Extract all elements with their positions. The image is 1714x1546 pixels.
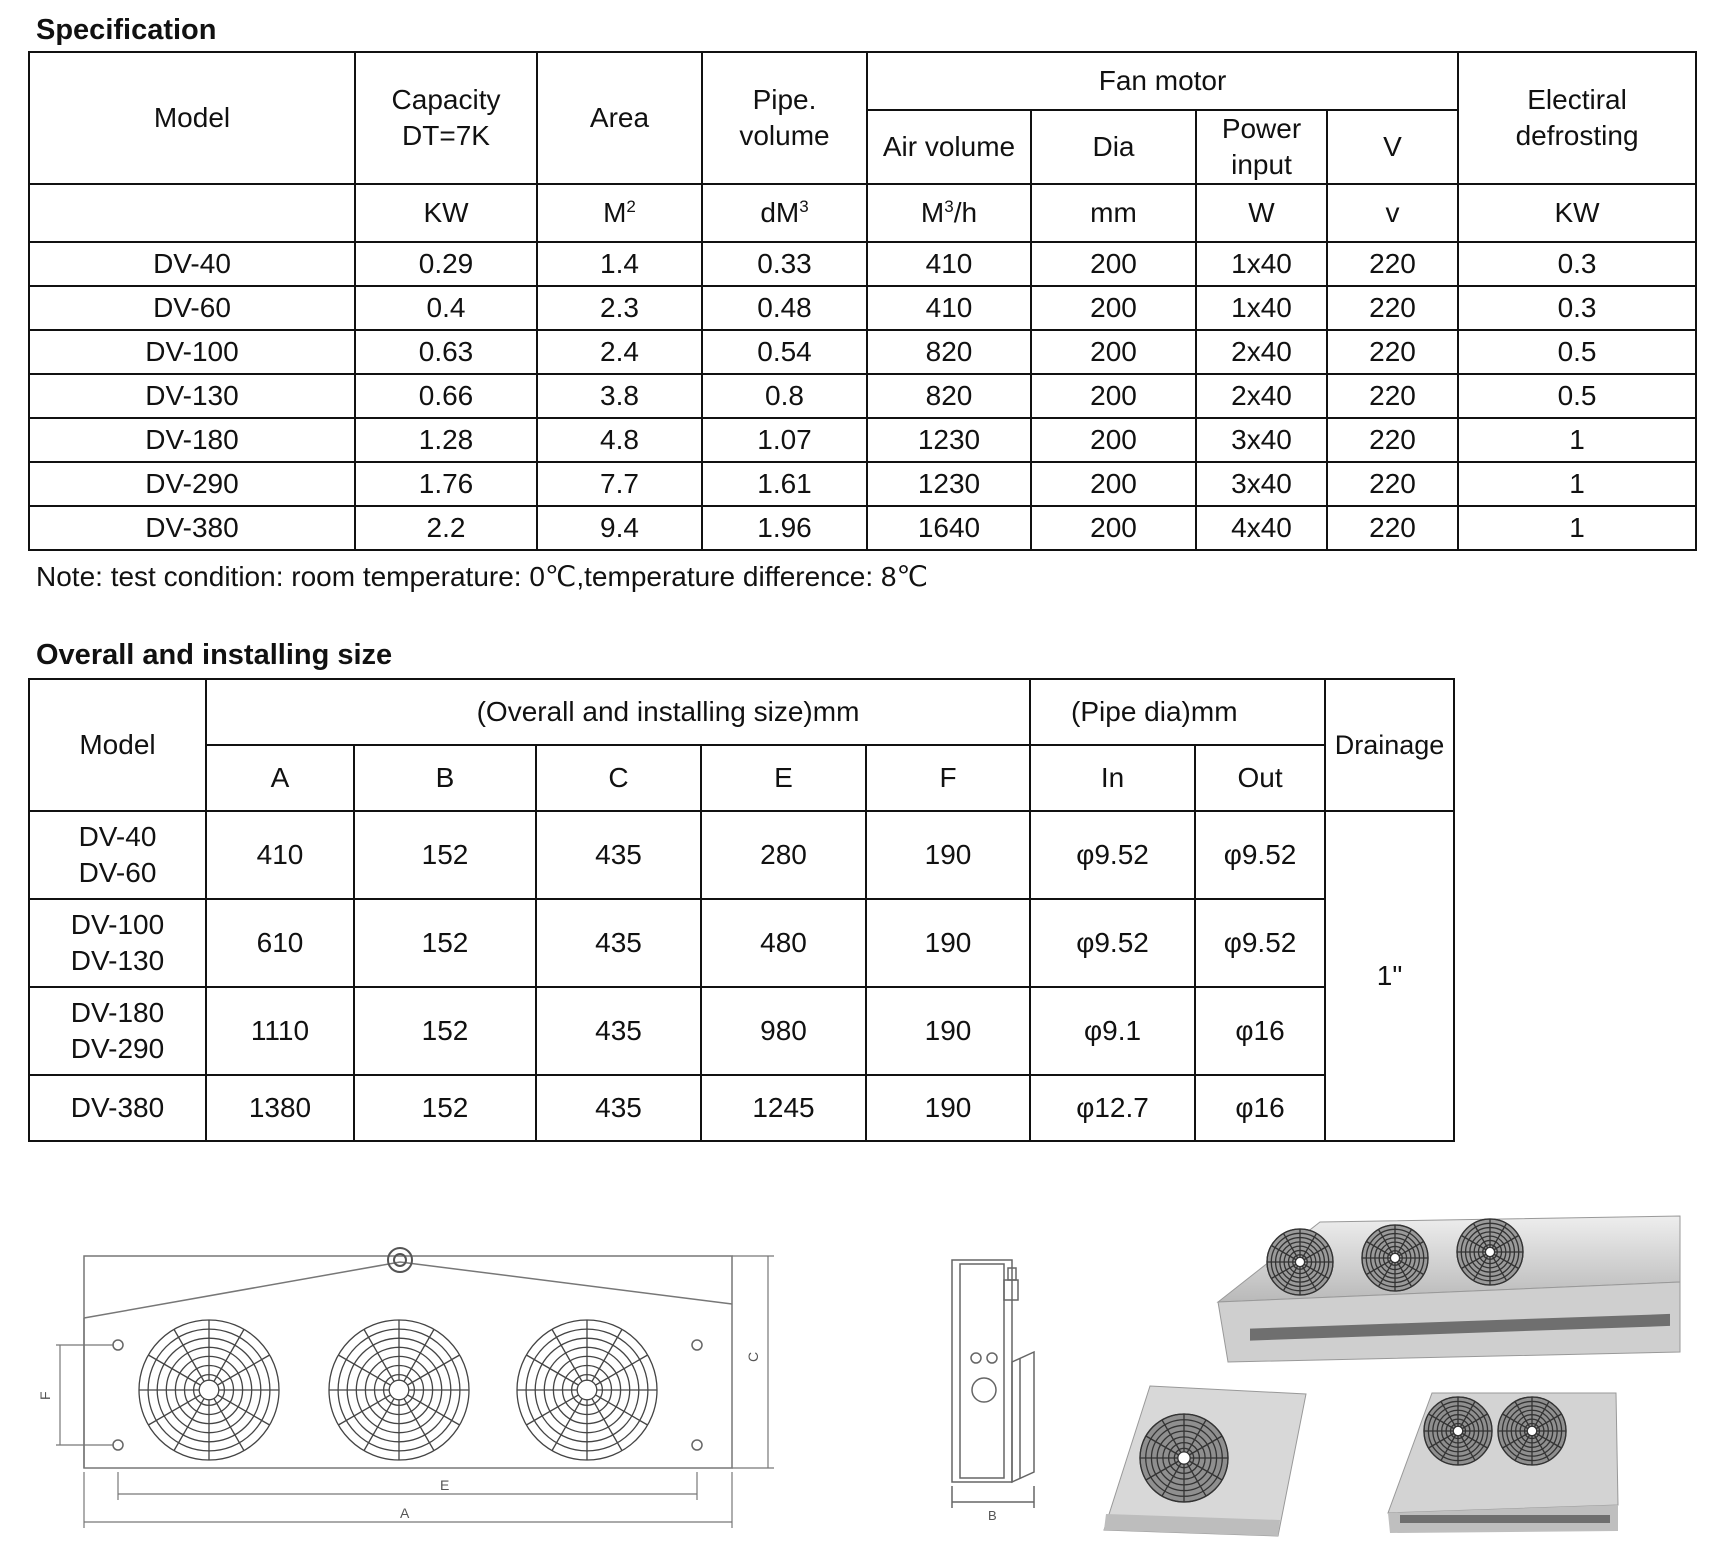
spec-cell: 0.63 [355,330,537,374]
spec-cell: DV-380 [29,506,355,550]
spec-row [29,418,1696,462]
size-cell: 980 [701,987,866,1075]
spec-cell: 9.4 [537,506,702,550]
spec-cell: 0.5 [1458,374,1696,418]
spec-unit-capacity: KW [355,184,537,242]
spec-section-title: Specification [36,14,217,46]
spec-cell: 220 [1327,330,1458,374]
spec-rows [29,242,1696,550]
spec-cell: 0.48 [702,286,867,330]
spec-cell: 200 [1031,286,1196,330]
spec-cell: 3x40 [1196,462,1327,506]
spec-unit-air-volume: $M^3/h$ [867,184,1031,242]
spec-unit-area: $M^2$ [537,184,702,242]
size-cell: φ9.52 [1030,899,1195,987]
spec-cell: 220 [1327,286,1458,330]
spec-cell: DV-180 [29,418,355,462]
size-cell: 410 [206,811,354,899]
size-row [29,1075,1454,1141]
size-cell: 435 [536,899,701,987]
size-col-header: Out [1195,745,1325,811]
fan-guard [1267,1229,1333,1295]
size-cell: 190 [866,811,1030,899]
spec-cell: 7.7 [537,462,702,506]
size-model-cell: DV-40 DV-60 [29,811,206,899]
size-model-cell: DV-380 [29,1075,206,1141]
spec-cell: 1 [1458,506,1696,550]
size-cell: 190 [866,899,1030,987]
spec-row [29,330,1696,374]
spec-header-pipe-volume: Pipe. volume [702,52,867,184]
spec-cell: 3.8 [537,374,702,418]
spec-header-air-volume: Air volume [867,110,1031,184]
fan-guard [1457,1219,1523,1285]
size-col-header: In [1030,745,1195,811]
spec-cell: 0.5 [1458,330,1696,374]
spec-unit-defrost: KW [1458,184,1696,242]
spec-cell: 2.3 [537,286,702,330]
size-header-pipe-dia: (Pipe dia)mm [1030,679,1325,745]
size-header-model: Model [29,679,206,811]
size-cell: 190 [866,987,1030,1075]
size-cell: 1380 [206,1075,354,1141]
size-cell: φ9.1 [1030,987,1195,1075]
spec-cell: 3x40 [1196,418,1327,462]
spec-cell: DV-40 [29,242,355,286]
spec-cell: 200 [1031,374,1196,418]
spec-cell: 820 [867,330,1031,374]
spec-row [29,286,1696,330]
spec-cell: 1640 [867,506,1031,550]
size-cell: φ9.52 [1195,811,1325,899]
spec-cell: 1 [1458,462,1696,506]
size-cell: 435 [536,1075,701,1141]
spec-header-power-input: Power input [1196,110,1327,184]
size-col-header: C [536,745,701,811]
spec-cell: 1.61 [702,462,867,506]
size-col-header: F [866,745,1030,811]
spec-cell: 4x40 [1196,506,1327,550]
size-cell: 190 [866,1075,1030,1141]
spec-cell: 1x40 [1196,286,1327,330]
fan-guard [329,1320,469,1460]
spec-cell: 200 [1031,418,1196,462]
size-cell: 152 [354,1075,536,1141]
size-cell: 480 [701,899,866,987]
specification-table [28,51,1697,551]
size-col-header: E [701,745,866,811]
size-cell: 152 [354,899,536,987]
spec-cell: 2.2 [355,506,537,550]
spec-cell: 1.07 [702,418,867,462]
fan-guards [139,1320,657,1460]
spec-cell: 200 [1031,330,1196,374]
spec-unit-dia: mm [1031,184,1196,242]
product-photo-large-unit [1210,1212,1685,1372]
spec-cell: 4.8 [537,418,702,462]
spec-cell: 1230 [867,418,1031,462]
spec-cell: 200 [1031,506,1196,550]
spec-cell: 2.4 [537,330,702,374]
fan-guard [1362,1225,1428,1291]
spec-header-fan-motor: Fan motor [867,52,1458,110]
spec-cell: 2x40 [1196,330,1327,374]
size-cell: φ16 [1195,1075,1325,1141]
front-view-drawing [30,1240,800,1540]
spec-unit-pipe-volume: $dM^3$ [702,184,867,242]
spec-cell: 1.4 [537,242,702,286]
size-cell: 435 [536,987,701,1075]
spec-header-area: Area [537,52,702,184]
spec-unit-power: W [1196,184,1327,242]
spec-cell: 2x40 [1196,374,1327,418]
size-header-drainage: Drainage [1325,679,1454,811]
spec-cell: 0.3 [1458,242,1696,286]
spec-cell: 410 [867,286,1031,330]
size-col-header: A [206,745,354,811]
spec-cell: 200 [1031,462,1196,506]
spec-cell: DV-100 [29,330,355,374]
fan-guard [517,1320,657,1460]
spec-cell: 0.66 [355,374,537,418]
spec-cell: 1 [1458,418,1696,462]
size-cell: φ9.52 [1030,811,1195,899]
dimension-label-a: A [400,1505,410,1521]
spec-row [29,374,1696,418]
spec-cell: 200 [1031,242,1196,286]
spec-row [29,462,1696,506]
spec-cell: 220 [1327,242,1458,286]
spec-cell: 0.8 [702,374,867,418]
product-photo-medium-unit [1380,1385,1680,1535]
size-cell: 610 [206,899,354,987]
spec-row [29,242,1696,286]
spec-cell: 0.33 [702,242,867,286]
side-view-drawing [940,1250,1070,1540]
top-panel-lines [84,1262,732,1318]
size-cell: 280 [701,811,866,899]
spec-cell: 220 [1327,506,1458,550]
size-rows [29,811,1454,1141]
dimension-label-c: C [745,1351,761,1362]
size-cell: 1110 [206,987,354,1075]
spec-unit-voltage: v [1327,184,1458,242]
spec-unit-model-blank [29,184,355,242]
size-cell: φ16 [1195,987,1325,1075]
spec-cell: 0.3 [1458,286,1696,330]
spec-cell: 220 [1327,462,1458,506]
spec-cell: 0.29 [355,242,537,286]
size-section-title: Overall and installing size [36,639,393,671]
spec-row [29,506,1696,550]
dimension-label-f: F [37,1391,53,1400]
spec-cell: 1.28 [355,418,537,462]
spec-cell: 1.96 [702,506,867,550]
spec-cell: 820 [867,374,1031,418]
spec-cell: 220 [1327,418,1458,462]
size-cell: φ12.7 [1030,1075,1195,1141]
drain-fitting [388,1248,412,1272]
size-model-cell: DV-100 DV-130 [29,899,206,987]
spec-cell: DV-130 [29,374,355,418]
size-header-overall: (Overall and installing size)mm [206,679,1030,745]
fan-guard [1498,1397,1566,1465]
fan-guard [1140,1414,1228,1502]
spec-cell: 1230 [867,462,1031,506]
spec-cell: 1x40 [1196,242,1327,286]
spec-cell: DV-60 [29,286,355,330]
size-table [28,678,1455,1142]
fan-guard [139,1320,279,1460]
spec-header-electrical-defrosting: Electiral defrosting [1458,52,1696,184]
spec-cell: 0.4 [355,286,537,330]
size-row [29,987,1454,1075]
dimension-lines [56,1256,774,1528]
size-cell: 435 [536,811,701,899]
spec-cell: 410 [867,242,1031,286]
dimension-label-b: B [988,1508,997,1523]
size-cell: 152 [354,987,536,1075]
spec-header-voltage: V [1327,110,1458,184]
spec-cell: 220 [1327,374,1458,418]
spec-header-model: Model [29,52,355,184]
size-cell: 1245 [701,1075,866,1141]
size-cell: 152 [354,811,536,899]
dimension-label-e: E [440,1477,450,1493]
size-col-header: B [354,745,536,811]
size-cell: φ9.52 [1195,899,1325,987]
product-photo-small-unit [1100,1380,1310,1540]
size-drainage-cell: 1" [1325,811,1454,1141]
spec-note: Note: test condition: room temperature: 0℃,temperature difference: 8℃ [36,561,928,592]
spec-cell: 1.76 [355,462,537,506]
fan-guard [1424,1397,1492,1465]
size-row [29,811,1454,899]
spec-header-dia: Dia [1031,110,1196,184]
spec-cell: DV-290 [29,462,355,506]
size-row [29,899,1454,987]
size-model-cell: DV-180 DV-290 [29,987,206,1075]
spec-cell: 0.54 [702,330,867,374]
spec-header-capacity: Capacity DT=7K [355,52,537,184]
